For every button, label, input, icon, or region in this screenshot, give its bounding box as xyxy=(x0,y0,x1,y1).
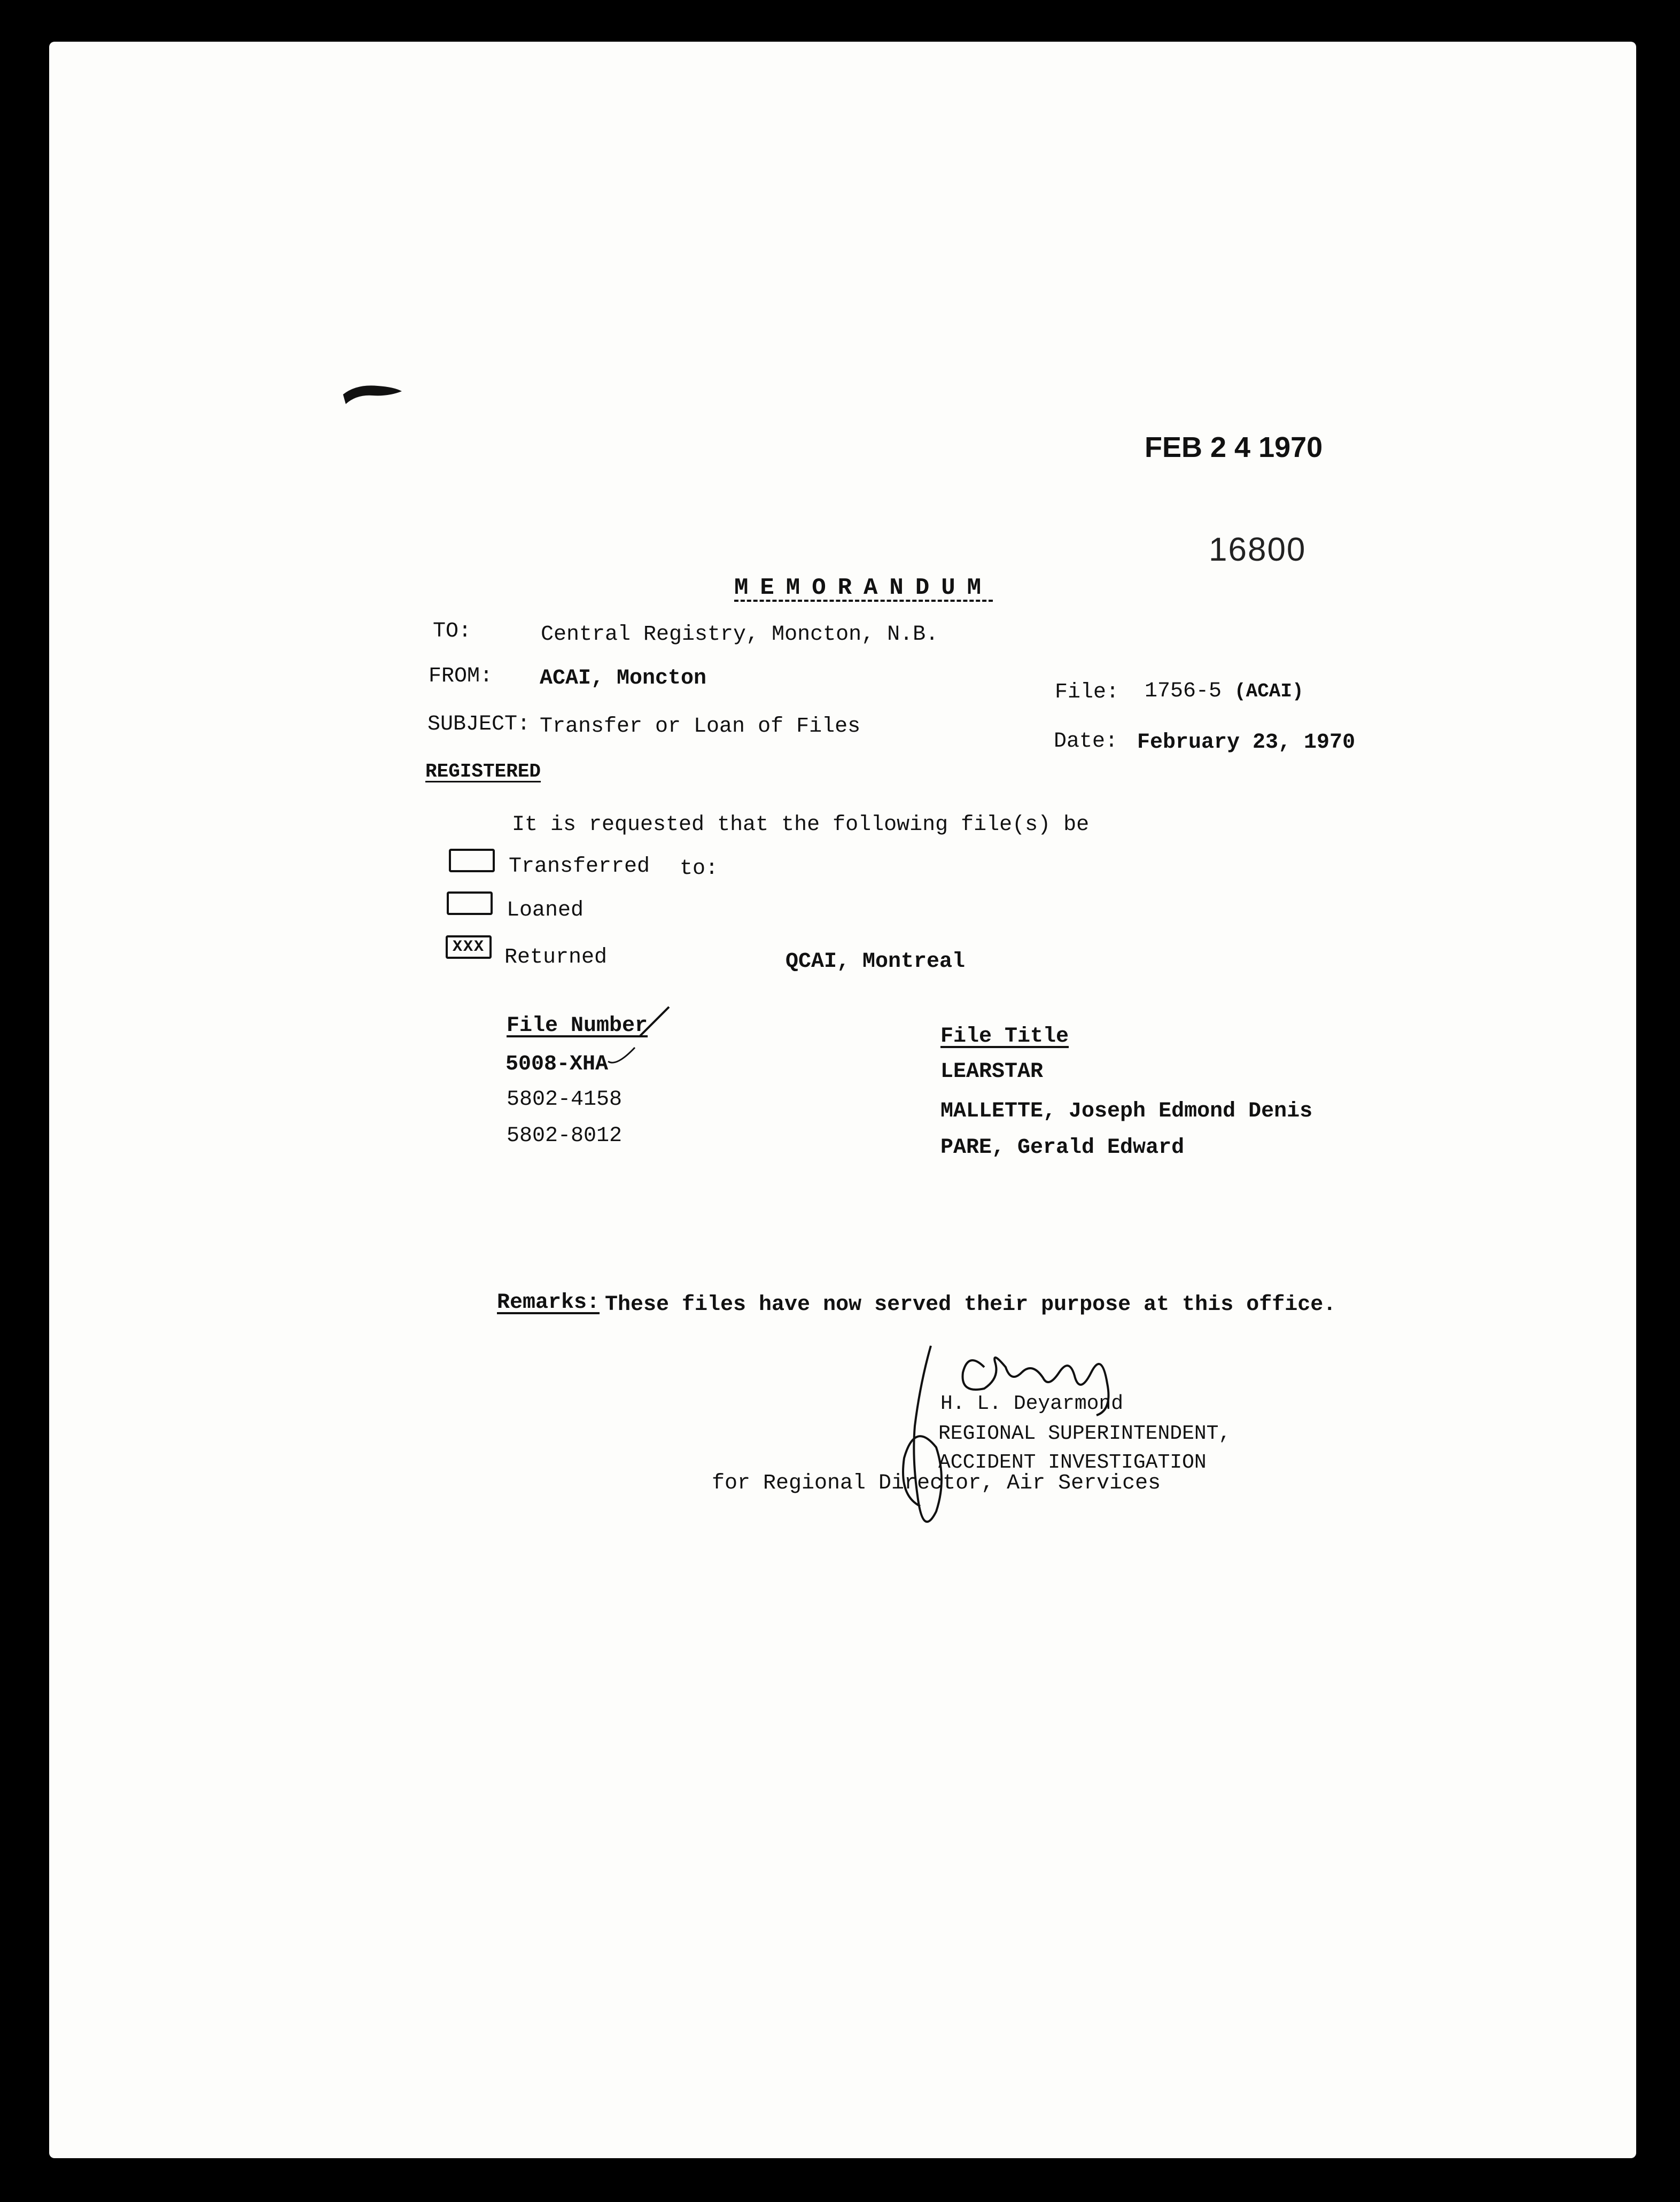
to-destination-label: to: xyxy=(680,857,719,881)
to-label: TO: xyxy=(433,619,472,643)
signatory-name: H. L. Deyarmond xyxy=(940,1392,1124,1415)
memo-title xyxy=(734,576,993,602)
file-number-row-2: 5802-4158 xyxy=(507,1088,623,1112)
remarks-text: These files have now served their purpose at this office. xyxy=(605,1293,1336,1317)
file-label: File: xyxy=(1055,680,1119,704)
from-label: FROM: xyxy=(429,664,493,688)
signature xyxy=(808,1335,1203,1560)
signatory-title-1: REGIONAL SUPERINTENDENT, xyxy=(938,1422,1231,1445)
memo-title-text: MEMORANDUM xyxy=(734,575,993,601)
for-line: for Regional Director, Air Services xyxy=(712,1471,1161,1495)
file-suffix: (ACAI) xyxy=(1234,680,1304,702)
file-title-row-2: MALLETTE, Joseph Edmond Denis xyxy=(940,1099,1313,1123)
file-title-header: File Title xyxy=(940,1025,1069,1049)
transferred-checkbox[interactable] xyxy=(449,849,495,872)
file-number-header: File Number xyxy=(507,1014,648,1038)
file-value: 1756-5 xyxy=(1145,679,1222,703)
transferred-label: Transferred xyxy=(509,855,650,879)
file-number-row-3: 5802-8012 xyxy=(507,1124,623,1148)
returned-label: Returned xyxy=(504,945,608,970)
check-tick xyxy=(636,1004,673,1041)
destination: QCAI, Montreal xyxy=(785,950,966,974)
subject-label: SUBJECT: xyxy=(427,712,531,736)
margin-mark xyxy=(340,378,405,410)
registry-number: 16800 xyxy=(1209,531,1306,568)
received-date-stamp: FEB 2 4 1970 xyxy=(1145,431,1323,463)
request-text: It is requested that the following file(s) be xyxy=(512,813,1090,837)
loaned-checkbox[interactable] xyxy=(447,891,493,915)
memo-sheet xyxy=(49,42,1636,2158)
from-value: ACAI, Moncton xyxy=(540,666,707,691)
remarks-label: Remarks: xyxy=(497,1291,600,1315)
subject-value: Transfer or Loan of Files xyxy=(540,715,861,739)
signatory-title-2: ACCIDENT INVESTIGATION xyxy=(938,1451,1207,1474)
date-label: Date: xyxy=(1054,730,1118,754)
file-number-row-1: 5008-XHA xyxy=(505,1052,609,1076)
check-tick-small xyxy=(606,1045,638,1067)
to-value: Central Registry, Moncton, N.B. xyxy=(541,623,939,647)
file-title-row-3: PARE, Gerald Edward xyxy=(940,1136,1185,1160)
returned-checkbox[interactable]: XXX xyxy=(446,935,492,959)
file-title-row-1: LEARSTAR xyxy=(940,1060,1044,1084)
date-value: February 23, 1970 xyxy=(1137,731,1356,755)
loaned-label: Loaned xyxy=(507,898,584,922)
registered-label: REGISTERED xyxy=(425,761,541,782)
